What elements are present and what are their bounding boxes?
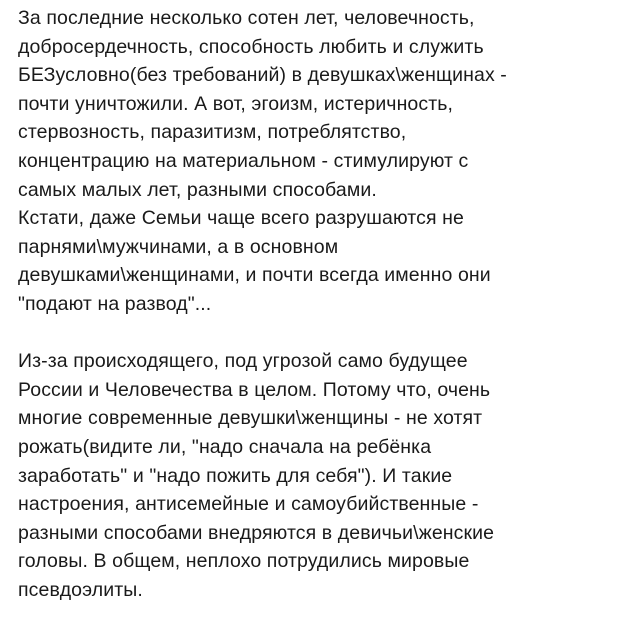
text-line: головы. В общем, неплохо потрудились мировые (18, 550, 470, 573)
text-line: БЕЗусловно(без требований) в девушках\женщинах - (18, 64, 507, 87)
text-line: заработать" и "надо пожить для себя"). И такие (18, 464, 453, 487)
text-line: За последние несколько сотен лет, человечность, (18, 7, 475, 29)
text-line: девушками\женщинами, и почти всегда именно они (18, 264, 491, 287)
text-line: добросердечность, способность любить и служить (18, 35, 484, 58)
paragraph-2 (18, 347, 614, 604)
text-line: Из-за происходящего, под угрозой само будущее (18, 350, 468, 373)
text-line: псевдоэлиты. (18, 578, 143, 601)
text-line: парнями\мужчинами, а в основном (18, 235, 339, 258)
text-line: настроения, антисемейные и самоубийственные - (18, 493, 479, 516)
text-line: России и Человечества в целом. Потому что, очень (18, 378, 491, 401)
text-line: концентрацию на материальном - стимулируют с (18, 149, 469, 172)
text-line: многие современные девушки\женщины - не хотят (18, 407, 483, 430)
text-line: "подают на развод"... (18, 292, 212, 315)
text-line: рожать(видите ли, "надо сначала на ребёнка (18, 435, 432, 458)
text-line: почти уничтожили. А вот, эгоизм, истеричность, (18, 92, 454, 115)
paragraph-1 (18, 4, 614, 319)
text-line: Кстати, даже Семьи чаще всего разрушаются не (18, 207, 464, 230)
text-line: стервозность, паразитизм, потреблятство, (18, 121, 407, 144)
text-line: самых малых лет, разными способами. (18, 178, 377, 201)
text-line: разными способами внедряются в девичьи\женские (18, 521, 495, 544)
post-text (18, 4, 614, 604)
